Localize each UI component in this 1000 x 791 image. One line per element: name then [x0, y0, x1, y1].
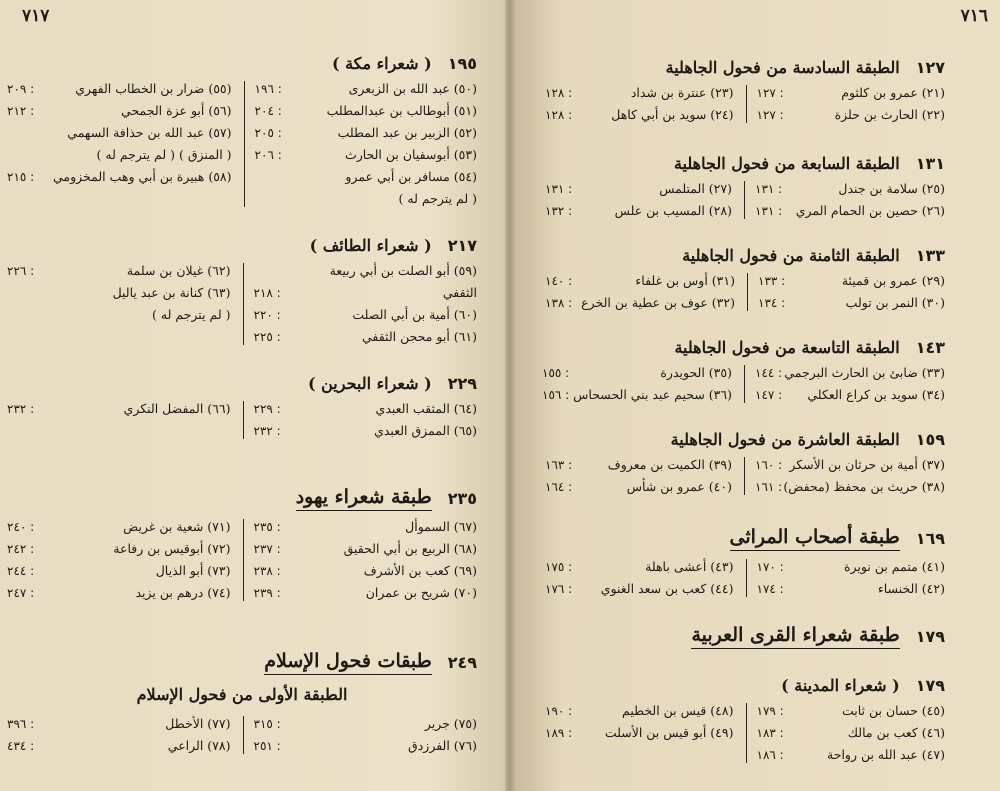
toc-entry — [7, 147, 232, 163]
entries-left-column — [545, 559, 746, 597]
toc-entry — [7, 263, 231, 279]
section-title: طبقة شعراء يهود — [296, 486, 432, 511]
poet-name: (٤٥) حسان بن ثابت — [841, 703, 945, 718]
entries-left-column — [545, 85, 746, 123]
section-header — [545, 624, 945, 649]
section-header — [545, 58, 945, 77]
poet-name: (٤١) متمم بن نويرة — [844, 559, 945, 574]
section-number: ٢٢٩ — [447, 374, 477, 393]
entries-left-column — [7, 519, 243, 601]
page-ref: : ١٧٥ — [545, 559, 591, 575]
section-number: ١٢٧ — [915, 58, 945, 77]
entry-columns — [545, 85, 945, 123]
section-subtitle: الطبقة الأولى من فحول الإسلام — [136, 685, 348, 704]
page-ref — [7, 285, 53, 301]
toc-entry — [254, 307, 478, 323]
entries-right-column — [746, 703, 946, 763]
poet-name: (٢٢) الحارث بن حلزة — [834, 107, 945, 122]
section-header — [7, 236, 477, 255]
poet-name: (٦٧) السموأل — [405, 519, 477, 534]
poet-name: (٢٩) عمرو بن قميئة — [841, 273, 945, 288]
poet-name: (٤٤) كعب بن سعد الغنوي — [600, 581, 734, 596]
page-ref: : ٢٣٧ — [254, 541, 300, 557]
page-ref: : ١٣٨ — [545, 295, 581, 311]
right-page — [515, 0, 1000, 791]
entry-columns — [545, 273, 945, 311]
section-number: ٢٣٥ — [447, 489, 477, 508]
page-ref: : ٢٢٩ — [254, 401, 300, 417]
toc-entry — [542, 387, 732, 403]
poet-name: (٧١) شعية بن غريض — [123, 519, 231, 534]
page-ref — [255, 191, 301, 207]
toc-entry — [254, 563, 478, 579]
page-ref: : ١٨٣ — [757, 725, 803, 741]
poet-name: (٤٨) قيس بن الخطيم — [622, 703, 734, 718]
page-ref — [7, 147, 53, 163]
toc-entry — [755, 387, 945, 403]
toc-entry — [757, 703, 946, 719]
poet-name: (٤٦) كعب بن مالك — [847, 725, 945, 740]
toc-entry — [7, 716, 231, 732]
poet-name: (٣٩) الكميت بن معروف — [607, 457, 732, 472]
section-makka — [7, 54, 477, 207]
page-ref: : ٢٠٥ — [255, 125, 301, 141]
toc-entry — [757, 85, 946, 101]
poet-name: (٧٨) الراعي — [167, 738, 231, 753]
page-ref: : ١٣٣ — [758, 273, 804, 289]
section-header — [545, 246, 945, 265]
page-ref: : ١٥٦ — [542, 387, 573, 403]
page-ref: : ٢١٥ — [7, 169, 53, 185]
page-ref: : ٢٠٤ — [255, 103, 301, 119]
section-tabaqa-6 — [545, 58, 945, 123]
section-islam — [7, 650, 477, 754]
page-ref: : ١٧٠ — [757, 559, 803, 575]
entries-left-column — [545, 181, 744, 219]
section-number: ١٧٩ — [915, 627, 945, 646]
poet-name: ( لم يترجم له ) — [398, 191, 477, 206]
page-ref: : ١٨٦ — [757, 747, 803, 763]
toc-entry — [254, 541, 478, 557]
section-title: ( شعراء البحرين ) — [307, 374, 432, 393]
poet-name: (٦٠) أمية بن أبي الصلت — [352, 307, 477, 322]
poet-name: (٦٣) كنانة بن عبد ياليل — [112, 285, 231, 300]
poet-name: (٧٠) شريح بن عمران — [365, 585, 477, 600]
poet-name: (٥٣) أبوسفيان بن الحارث — [344, 147, 477, 162]
section-qura — [545, 624, 945, 657]
entry-columns — [7, 716, 477, 754]
toc-entry — [545, 559, 734, 575]
page-ref: : ١٢٨ — [545, 85, 591, 101]
entries-right-column — [243, 519, 478, 601]
page-ref: : ٤٣٤ — [7, 738, 53, 754]
entry-columns — [542, 365, 945, 403]
poet-name: (٣٠) النمر بن تولب — [845, 295, 945, 310]
toc-entry — [755, 457, 945, 473]
poet-name: (٣١) أوس بن غلفاء — [635, 273, 735, 288]
poet-name: (٣٤) سويد بن كراع العكلي — [807, 387, 945, 402]
poet-name: الثقفي — [442, 285, 477, 300]
toc-entry — [7, 563, 231, 579]
toc-entry — [7, 585, 231, 601]
poet-name: (٦٦) المفضل النكري — [123, 401, 231, 416]
entries-right-column — [244, 81, 477, 207]
entry-columns — [7, 81, 477, 207]
poet-name: (٥٠) عبد الله بن الزبعرى — [348, 81, 477, 96]
toc-entry — [255, 169, 477, 185]
poet-name: (٧٤) درهم بن يزيد — [135, 585, 231, 600]
page-ref: : ٢٣٢ — [254, 423, 300, 439]
section-header — [545, 154, 945, 173]
toc-entry — [545, 457, 732, 473]
poet-name: (٥٧) عبد الله بن حذافة السهمي — [67, 125, 232, 140]
section-header — [545, 526, 945, 551]
page-ref: : ١٣١ — [755, 181, 801, 197]
section-number: ١٥٩ — [915, 430, 945, 449]
poet-name: (٦٩) كعب بن الأشرف — [363, 563, 477, 578]
poet-name: (٢٣) عنترة بن شداد — [630, 85, 734, 100]
section-number: ١٧٩ — [915, 676, 945, 695]
toc-entry — [755, 479, 945, 495]
page-ref: : ١٣٤ — [758, 295, 804, 311]
toc-entry — [7, 307, 231, 323]
page-number: ٧١٧ — [22, 6, 50, 26]
poet-name: (٣٦) سحيم عبد بني الحسحاس — [573, 387, 732, 402]
poet-name: (٦٢) غيلان بن سلمة — [126, 263, 231, 278]
entries-left-column — [7, 263, 243, 345]
poet-name: (٣٨) حريث بن محفظ (محفض) — [783, 479, 945, 494]
toc-entry — [545, 273, 735, 289]
poet-name: (٣٥) الحويدرة — [660, 365, 732, 380]
poet-name: (٦٤) المثقب العبدي — [375, 401, 477, 416]
section-marathi — [545, 526, 945, 597]
entries-left-column — [7, 81, 244, 207]
toc-entry — [7, 169, 232, 185]
poet-name: (٧٢) أبوقيس بن رفاعة — [113, 541, 231, 556]
poet-name: (٤٧) عبد الله بن رواحة — [827, 747, 945, 762]
page-ref: : ٢٤٧ — [7, 585, 53, 601]
page-ref: : ١٦٣ — [545, 457, 591, 473]
page-ref: : ٢١٢ — [7, 103, 53, 119]
toc-entry — [255, 81, 477, 97]
poet-name: (٢٨) المسيب بن علس — [614, 203, 732, 218]
poet-name: ( لم يترجم له ) — [152, 307, 231, 322]
toc-entry — [254, 738, 478, 754]
poet-name: (٣٧) أمية بن حرثان بن الأسكر — [789, 457, 945, 472]
toc-entry — [545, 725, 734, 741]
toc-entry — [758, 273, 945, 289]
page-ref: : ١٣١ — [545, 181, 591, 197]
section-header — [7, 54, 477, 73]
page-ref: : ١٤٤ — [755, 365, 784, 381]
poet-name: (٢٤) سويد بن أبي كاهل — [611, 107, 734, 122]
entries-left-column — [542, 365, 744, 403]
section-number: ٢٤٩ — [447, 653, 477, 672]
toc-entry — [255, 125, 477, 141]
page-ref: : ٢٢٦ — [7, 263, 53, 279]
toc-entry — [755, 181, 945, 197]
poet-name: (٥٨) هبيرة بن أبي وهب المخزومي — [53, 169, 232, 184]
section-header — [545, 430, 945, 449]
poet-name: (٤٠) عمرو بن شأس — [626, 479, 732, 494]
entry-columns — [545, 703, 945, 763]
page-ref: : ٢٢٥ — [254, 329, 300, 345]
entries-right-column — [243, 263, 478, 345]
page-ref: : ١٧٦ — [545, 581, 591, 597]
toc-entry — [255, 147, 477, 163]
section-number: ١٩٥ — [447, 54, 477, 73]
section-number: ١٣٣ — [915, 246, 945, 265]
poet-name: (٥٤) مسافر بن أبي عمرو — [345, 169, 477, 184]
page-ref — [7, 125, 53, 141]
page-ref — [7, 307, 53, 323]
poet-name: (٥٢) الزبير بن عبد المطلب — [337, 125, 477, 140]
page-ref: : ٢٣٢ — [7, 401, 53, 417]
entry-columns — [7, 263, 477, 345]
toc-entry — [254, 716, 478, 732]
page-ref: : ١٣٢ — [545, 203, 591, 219]
entries-left-column — [7, 401, 243, 439]
section-header — [7, 374, 477, 393]
page-ref: : ١٢٨ — [545, 107, 591, 123]
page-ref: : ١٢٧ — [757, 107, 803, 123]
poet-name: (٧٥) جرير — [424, 716, 477, 731]
section-title: الطبقة التاسعة من فحول الجاهلية — [674, 338, 900, 357]
toc-entry — [7, 541, 231, 557]
section-number: ١٦٩ — [915, 529, 945, 548]
entry-columns — [7, 519, 477, 601]
section-title: طبقة شعراء القرى العربية — [691, 624, 899, 649]
entries-left-column — [545, 273, 747, 311]
toc-entry — [254, 519, 478, 535]
page-ref: : ٢٢٠ — [254, 307, 300, 323]
toc-entry — [755, 203, 945, 219]
toc-entry — [7, 738, 231, 754]
entry-columns — [545, 181, 945, 219]
poet-name: (٧٦) الفرزدق — [408, 738, 477, 753]
entries-left-column — [545, 703, 746, 763]
page-ref — [255, 169, 301, 185]
poet-name: (٦٨) الربيع بن أبي الحقيق — [343, 541, 477, 556]
poet-name: (٢٧) المتلمس — [659, 181, 732, 196]
toc-entry — [545, 581, 734, 597]
section-tabaqa-7 — [545, 154, 945, 219]
section-number: ١٣١ — [915, 154, 945, 173]
section-madina — [545, 676, 945, 763]
poet-name: (٢١) عمرو بن كلثوم — [841, 85, 945, 100]
poet-name: (٢٥) سلامة بن جندل — [838, 181, 945, 196]
toc-entry — [254, 585, 478, 601]
page-ref: : ٢٤٤ — [7, 563, 53, 579]
toc-entry — [757, 107, 946, 123]
toc-entry — [545, 85, 734, 101]
toc-entry — [757, 559, 946, 575]
page-ref: : ٣١٥ — [254, 716, 300, 732]
toc-entry — [757, 747, 946, 763]
poet-name: (٤٢) الخنساء — [877, 581, 945, 596]
page-ref: : ١٤٠ — [545, 273, 591, 289]
book-gutter — [505, 0, 515, 791]
section-title: الطبقة العاشرة من فحول الجاهلية — [670, 430, 900, 449]
toc-entry — [542, 365, 732, 381]
section-header — [545, 676, 945, 695]
section-title: ( شعراء الطائف ) — [309, 236, 432, 255]
page-ref: : ٢٥١ — [254, 738, 300, 754]
toc-entry — [545, 703, 734, 719]
section-yahud — [7, 486, 477, 601]
toc-entry — [255, 103, 477, 119]
page-ref: : ١٢٧ — [757, 85, 803, 101]
page-ref: : ٢٣٨ — [254, 563, 300, 579]
section-tabaqa-10 — [545, 430, 945, 495]
entries-left-column — [7, 716, 243, 754]
poet-name: (٥١) أبوطالب بن عبدالمطلب — [326, 103, 477, 118]
poet-name: (٤٣) أعشى باهلة — [645, 559, 734, 574]
entries-right-column — [744, 365, 945, 403]
page-ref: : ٢٣٩ — [254, 585, 300, 601]
section-bahrain — [7, 374, 477, 439]
section-header — [7, 486, 477, 511]
toc-entry — [545, 181, 732, 197]
page-number: ٧١٦ — [960, 6, 988, 26]
entries-right-column — [243, 716, 478, 754]
page-ref: : ١٦١ — [755, 479, 783, 495]
page-ref: : ١٨٩ — [545, 725, 591, 741]
section-title: الطبقة السابعة من فحول الجاهلية — [673, 154, 900, 173]
section-tabaqa-8 — [545, 246, 945, 311]
toc-entry — [545, 479, 732, 495]
toc-entry — [545, 203, 732, 219]
poet-name: (٥٥) ضرار بن الخطاب الفهري — [75, 81, 232, 96]
section-title: ( شعراء المدينة ) — [781, 676, 900, 695]
toc-entry — [7, 285, 231, 301]
poet-name: (٧٧) الأخطل — [165, 716, 231, 731]
entries-right-column — [746, 559, 946, 597]
toc-entry — [758, 295, 945, 311]
toc-entry — [7, 519, 231, 535]
toc-entry — [254, 285, 478, 301]
toc-entry — [254, 263, 478, 279]
section-number: ٢١٧ — [447, 236, 477, 255]
toc-entry — [757, 581, 946, 597]
section-header — [545, 338, 945, 357]
page-ref: : ١٤٧ — [755, 387, 801, 403]
toc-entry — [254, 423, 478, 439]
page-ref: : ١٦٤ — [545, 479, 591, 495]
page-ref: : ١٧٤ — [757, 581, 803, 597]
toc-entry — [254, 329, 478, 345]
page-ref: : ٣٩٦ — [7, 716, 53, 732]
toc-entry — [254, 401, 478, 417]
poet-name: (٦٥) الممزق العبدي — [374, 423, 477, 438]
page-ref: : ١٩٦ — [255, 81, 301, 97]
section-title: طبقة أصحاب المراثى — [730, 526, 900, 551]
toc-entry — [7, 401, 231, 417]
section-taif — [7, 236, 477, 345]
toc-entry — [7, 103, 232, 119]
toc-entry — [255, 191, 477, 207]
section-title: طبقات فحول الإسلام — [264, 650, 431, 675]
page-ref: : ٢٠٩ — [7, 81, 53, 97]
poet-name: (٤٩) أبو قيس بن الأسلت — [604, 725, 734, 740]
toc-entry — [757, 725, 946, 741]
entries-right-column — [746, 85, 946, 123]
entries-right-column — [243, 401, 478, 439]
poet-name: (٣٣) ضابئ بن الحارث البرجمي — [784, 365, 945, 380]
page-ref: : ١٦٠ — [755, 457, 789, 473]
poet-name: ( المنزق ) ( لم يترجم له ) — [96, 147, 232, 162]
page-ref: : ١٥٥ — [542, 365, 588, 381]
entry-columns — [7, 401, 477, 439]
section-title: الطبقة السادسة من فحول الجاهلية — [665, 58, 900, 77]
poet-name: (٦١) أبو محجن الثقفي — [361, 329, 477, 344]
page-ref: : ٢٠٦ — [255, 147, 301, 163]
page-ref: : ١٧٩ — [757, 703, 803, 719]
entries-left-column — [545, 457, 744, 495]
section-number: ١٤٣ — [915, 338, 945, 357]
poet-name: (٥٩) أبو الصلت بن أبي ربيعة — [329, 263, 477, 278]
page-ref: : ١٣١ — [755, 203, 796, 219]
section-title: الطبقة الثامنة من فحول الجاهلية — [682, 246, 900, 265]
page-ref — [254, 263, 300, 279]
section-tabaqa-9 — [542, 338, 945, 403]
entries-right-column — [744, 457, 945, 495]
page-ref: : ٢٤٠ — [7, 519, 53, 535]
page-ref: : ٢٣٥ — [254, 519, 300, 535]
entries-right-column — [744, 181, 945, 219]
poet-name: (٣٢) عوف بن عطية بن الخرع — [581, 295, 735, 310]
toc-entry — [755, 365, 945, 381]
toc-entry — [7, 81, 232, 97]
entries-right-column — [747, 273, 945, 311]
toc-entry — [7, 125, 232, 141]
toc-entry — [545, 295, 735, 311]
entry-columns — [545, 457, 945, 495]
poet-name: (٥٦) أبو عزة الجمحي — [121, 103, 232, 118]
page-ref: : ٢٤٢ — [7, 541, 53, 557]
section-title: ( شعراء مكة ) — [331, 54, 432, 73]
poet-name: (٧٣) أبو الذيال — [155, 563, 231, 578]
toc-entry — [545, 107, 734, 123]
page-ref: : ٢١٨ — [254, 285, 300, 301]
poet-name: (٢٦) حصين بن الحمام المري — [795, 203, 945, 218]
entry-columns — [545, 559, 945, 597]
page-ref: : ١٩٠ — [545, 703, 591, 719]
